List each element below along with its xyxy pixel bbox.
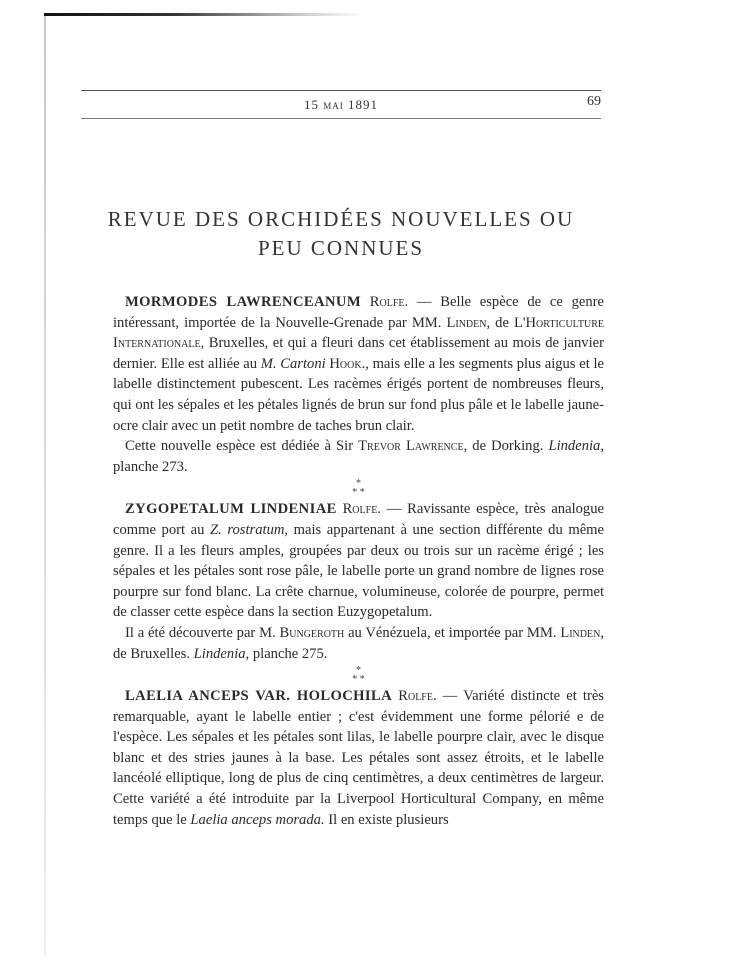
text: , Bruxelles, et qui a fleuri dans cet établissement au mois de janvier dernier. Elle est alliée au xyxy=(113,335,604,372)
article-body xyxy=(113,292,604,830)
article-laelia-paragraph-1 xyxy=(113,686,604,830)
header-rule-top xyxy=(81,90,601,91)
text: , de Bruxelles. xyxy=(113,624,604,662)
species-author: Rolfe. xyxy=(342,501,381,518)
article-zygopetalum-paragraph-2 xyxy=(113,623,604,664)
section-asterism xyxy=(113,664,604,686)
species-name: LAELIA ANCEPS VAR. HOLOCHILA xyxy=(125,688,393,705)
text: — Ravissante espèce, très analogue comme port au xyxy=(113,501,604,538)
article-mormodes-paragraph-2 xyxy=(113,436,604,477)
species-author: Rolfe. xyxy=(369,294,409,310)
species-name: MORMODES LAWRENCEANUM xyxy=(125,294,362,310)
header-date-day: 15 xyxy=(304,97,319,112)
text: Il en existe plusieurs xyxy=(324,811,449,828)
species-italic: Laelia anceps morada. xyxy=(190,811,325,828)
asterism-bottom: * * xyxy=(352,487,365,499)
scan-edge-top xyxy=(44,13,364,16)
asterism-top: * xyxy=(356,665,361,677)
header-date-year: 1891 xyxy=(348,97,378,112)
text: Cette nouvelle espèce est dédiée à Sir xyxy=(125,438,359,455)
institution-name: L'Horticulture Internationale xyxy=(113,314,604,352)
text: — Variété distincte et très remarquable, ayant le labelle entier ; c'est évidemment une forme pélorié e de l'espèce. Les sépales et les pétales sont lilas, le labelle pourpre clair, avec le disque blanc et des stries jaunes à la base. Les pétales sont assez étroits, et le labelle lancéolé elliptique, long de plus de cinq centimètres, a deux centimètres de largeur. Cette variété a été introduite par la Liverpool Horticultural Company, en même temps que le xyxy=(113,688,604,828)
article-mormodes-paragraph-1 xyxy=(113,292,604,436)
author-abbrev: Hook. xyxy=(329,355,366,372)
section-asterism xyxy=(113,477,604,499)
text: Il a été découverte par M. xyxy=(125,624,280,641)
text: mais appartenant à une section différente du même genre. Il a les fleurs amples, groupées par deux ou trois sur un racème érigé ; les sépales et les pétales sont rose pâle, le labelle porte un grand nombre de lignes rose pourpre sur fond blanc. La crête charnue, volumineuse, colorée de pourpre, permet de classer cette espèce dans la section Euzygopetalum. xyxy=(113,521,604,621)
text: planche 273. xyxy=(113,458,188,475)
asterism-top: * xyxy=(356,478,361,490)
species-author: Rolfe. xyxy=(398,688,437,705)
person-name: Linden xyxy=(560,624,601,641)
text: , de xyxy=(486,314,514,331)
species-italic: M. Cartoni xyxy=(260,355,326,372)
species-name: ZYGOPETALUM LINDENIAE xyxy=(125,501,337,518)
page-number: 69 xyxy=(587,94,601,109)
header-rule-bottom xyxy=(81,118,601,119)
species-italic: Z. rostratum, xyxy=(210,521,289,538)
asterism-bottom: * * xyxy=(352,674,365,686)
page-title xyxy=(81,205,601,263)
article-zygopetalum-paragraph-1 xyxy=(113,499,604,623)
scan-edge-left xyxy=(44,16,46,956)
title-line-1: REVUE DES ORCHIDÉES NOUVELLES OU xyxy=(107,207,575,231)
running-header xyxy=(81,90,601,120)
header-date xyxy=(81,97,601,113)
person-name: Trevor Lawrence xyxy=(358,438,464,455)
publication-italic: Lindenia, xyxy=(548,438,604,455)
title-line-2: PEU CONNUES xyxy=(257,236,425,260)
publication-italic: Lindenia xyxy=(193,645,246,662)
text: — Belle espèce de ce genre intéressant, importée de la Nouvelle-Grenade par MM. xyxy=(113,294,604,331)
text: , de Dorking. xyxy=(463,438,549,455)
header-date-month: mai xyxy=(323,97,344,112)
text: au Vénézuela, et importée par MM. xyxy=(344,624,561,641)
text: , mais elle a les segments plus aigus et le labelle distinctement pubescent. Les racèmes érigés portent de nombreuses fleurs, qui ont les sépales et les pétales lignés de brun sur fond plus pâle et le labelle jaune-ocre clair avec un petit nombre de taches brun clair. xyxy=(113,355,604,434)
person-name: Bungeroth xyxy=(279,624,345,641)
person-name: Linden xyxy=(446,314,487,331)
text: , planche 275. xyxy=(245,645,328,662)
